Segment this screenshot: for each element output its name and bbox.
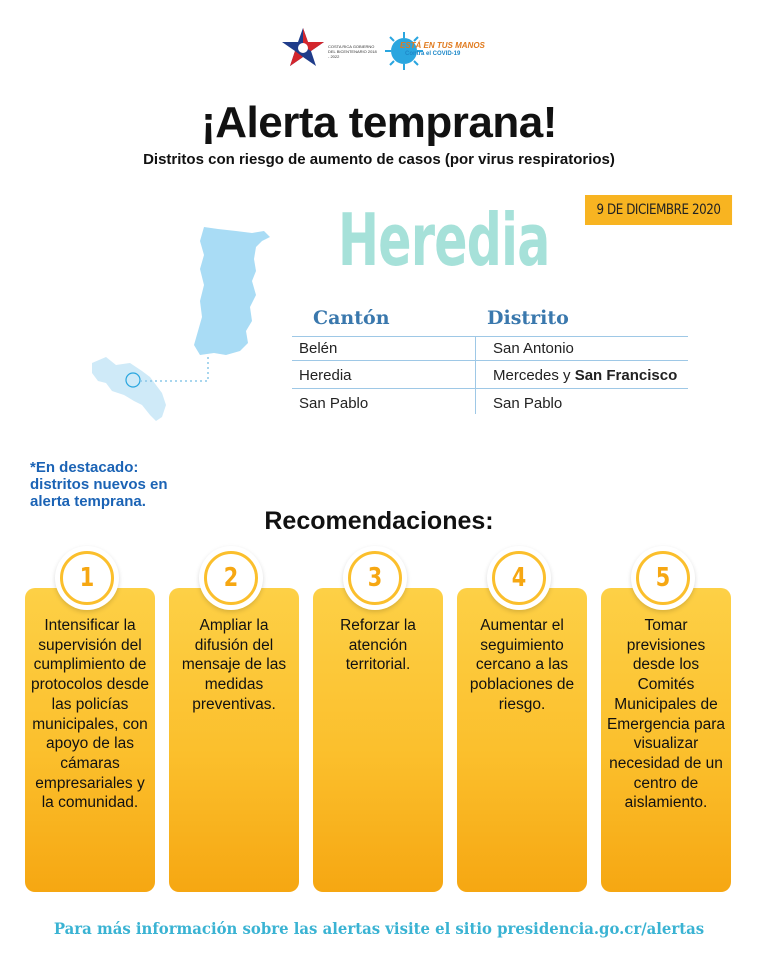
recommendation-text: Ampliar la difusión del mensaje de las medidas preventivas. [181, 617, 287, 713]
date-badge: 9 DE DICIEMBRE 2020 [585, 195, 732, 225]
government-star-logo [280, 28, 326, 68]
recommendation-number-badge: 5 [631, 546, 695, 610]
table-cell-canton: Heredia [299, 367, 352, 384]
column-header-canton: Cantón [313, 307, 390, 329]
province-name: Heredia [338, 198, 550, 282]
column-header-distrito: Distrito [487, 307, 569, 329]
footer-info-link[interactable]: Para más información sobre las alertas visite el sitio presidencia.go.cr/alertas [53, 919, 705, 938]
recommendation-card-3 [313, 588, 443, 892]
table-column-divider [475, 336, 476, 414]
table-divider [292, 360, 688, 361]
recommendation-number-badge: 1 [55, 546, 119, 610]
table-cell-distrito: Mercedes y San Francisco [493, 367, 678, 384]
recommendation-number-badge: 3 [343, 546, 407, 610]
table-cell-canton: Belén [299, 340, 338, 357]
heredia-map [86, 225, 276, 425]
campaign-line1: ESTÁ EN TUS MANOS [400, 41, 485, 50]
recommendation-text: Aumentar el seguimiento cercano a las poblaciones de riesgo. [469, 617, 575, 713]
highlight-note: *En destacado: distritos nuevos en alerta temprana. [30, 459, 168, 510]
recommendation-card-4 [457, 588, 587, 892]
government-logo-text: COSTA RICA GOBIERNO DEL BICENTENARIO 2018 - 2022 [328, 44, 377, 59]
table-cell-canton: San Pablo [299, 395, 369, 412]
recommendation-text: Reforzar la atención territorial. [340, 617, 416, 674]
recommendation-card-2 [169, 588, 299, 892]
table-cell-distrito: San Antonio [493, 340, 574, 357]
page-subtitle: Distritos con riesgo de aumento de casos (por virus respiratorios) [143, 151, 615, 168]
table-cell-distrito: San Pablo [493, 395, 563, 412]
recommendation-card-1 [25, 588, 155, 892]
campaign-line2: Contra el COVID-19 [405, 51, 461, 57]
table-divider [292, 388, 688, 389]
recommendation-card-5 [601, 588, 731, 892]
table-divider [292, 336, 688, 337]
recommendation-text: Tomar previsiones desde los Comités Municipales de Emergencia para visualizar necesidad de un centro de aislamiento. [606, 617, 726, 812]
recommendations-title: Recomendaciones: [264, 507, 494, 535]
recommendation-number-badge: 4 [487, 546, 551, 610]
recommendation-text: Intensificar la supervisión del cumplimiento de protocolos desde las policías municipales, con apoyo de las cámaras empresariales y la comunidad. [30, 617, 150, 812]
recommendation-number-badge: 2 [199, 546, 263, 610]
page-title: ¡Alerta temprana! [201, 98, 557, 147]
